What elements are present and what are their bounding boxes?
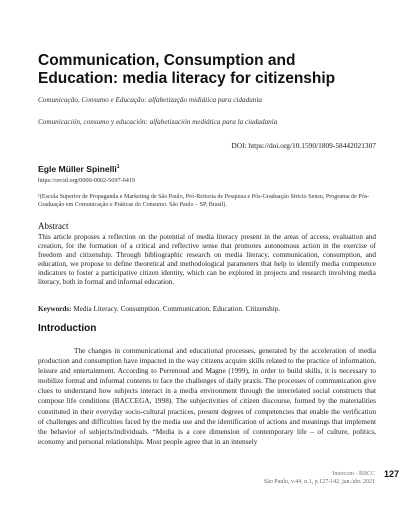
page-number: 127 — [384, 469, 400, 479]
author-line — [38, 164, 376, 174]
keywords-text: Media Literacy. Consumption. Communication. Education. Citizenship. — [73, 305, 281, 313]
author-affiliation-marker: 1 — [116, 164, 120, 171]
paper-title: Communication, Consumption and Education: media literacy for citizenship — [38, 52, 336, 87]
footer-journal: Intercom - RBCC — [332, 471, 375, 477]
alt-title-portuguese: Comunicação, Consumo e Educação: alfabetização midiática para cidadania — [38, 96, 262, 104]
keywords-label: Keywords: — [38, 305, 72, 313]
introduction-heading: Introduction — [38, 323, 97, 334]
introduction-body: The changes in communicational and educational processes, generated by the acceleration of media production and consumption have impacted in the way citizens acquire skills related to the practice of information, leisure and entertainment. According to Perrenoud and Magne (1999), in order to build skills, it is necessary to mobilize formal and informal contents to face the challenges of daily praxis. The processes of communication give clues to understand how subjects interact in a media environment through the interrelated social constructs that compose life conditions (BACCEGA, 1998). The subjectivities of citizen discourse, formed by the materialities constituted in their everyday socio-cultural practices, present degrees of competencies that enable the verification of challenges and difficulties faced by the media use and the identification of actions and meanings that implement the behavior of subjects/individuals. “Media is a core dimension of contemporary life – of culture, politics, economy and personal relationships. Most people agree that in an intensely — [38, 346, 376, 446]
author-affiliation: ¹(Escola Superior de Propaganda e Marketing de São Paulo, Pró-Reitoria de Pesquisa e Pós-Graduação Stricto Sensu, Programa de Pós-Graduação em Comunicação e Práticas do Consumo. São Paulo – SP, Brasil). — [38, 194, 370, 208]
orcid-link[interactable]: https://orcid.org/0000-0002-5697-6419 — [38, 177, 135, 184]
doi-link[interactable]: DOI: https://doi.org/10.1590/1809-58442021307 — [231, 141, 376, 150]
alt-title-spanish: Comunicación, consumo y educación: alfabetización mediática para la ciudadanía — [38, 118, 278, 126]
abstract-text: This article proposes a reflection on the potential of media literacy present in the areas of access, evaluation and creation, for the formation of a critical and reflective sense that promotes autonomous action in the exercise of freedom and citizenship. Through bibliographic research on media literacy, communication, consumption, and education, we propose to define theoretical and methodological parameters that help to identify media competence indicators to foster a participative citizen identity, which can be explored in projects and research involving media literacy, both in formal and informal education. — [38, 233, 376, 287]
keywords-line — [38, 305, 376, 314]
abstract-heading: Abstract — [38, 221, 69, 231]
author-name: Egle Müller Spinelli — [38, 164, 117, 174]
footer-issue: São Paulo, v.44, n.1, p.127-142, jan./abr. 2021 — [263, 479, 375, 485]
page-footer — [200, 470, 375, 486]
